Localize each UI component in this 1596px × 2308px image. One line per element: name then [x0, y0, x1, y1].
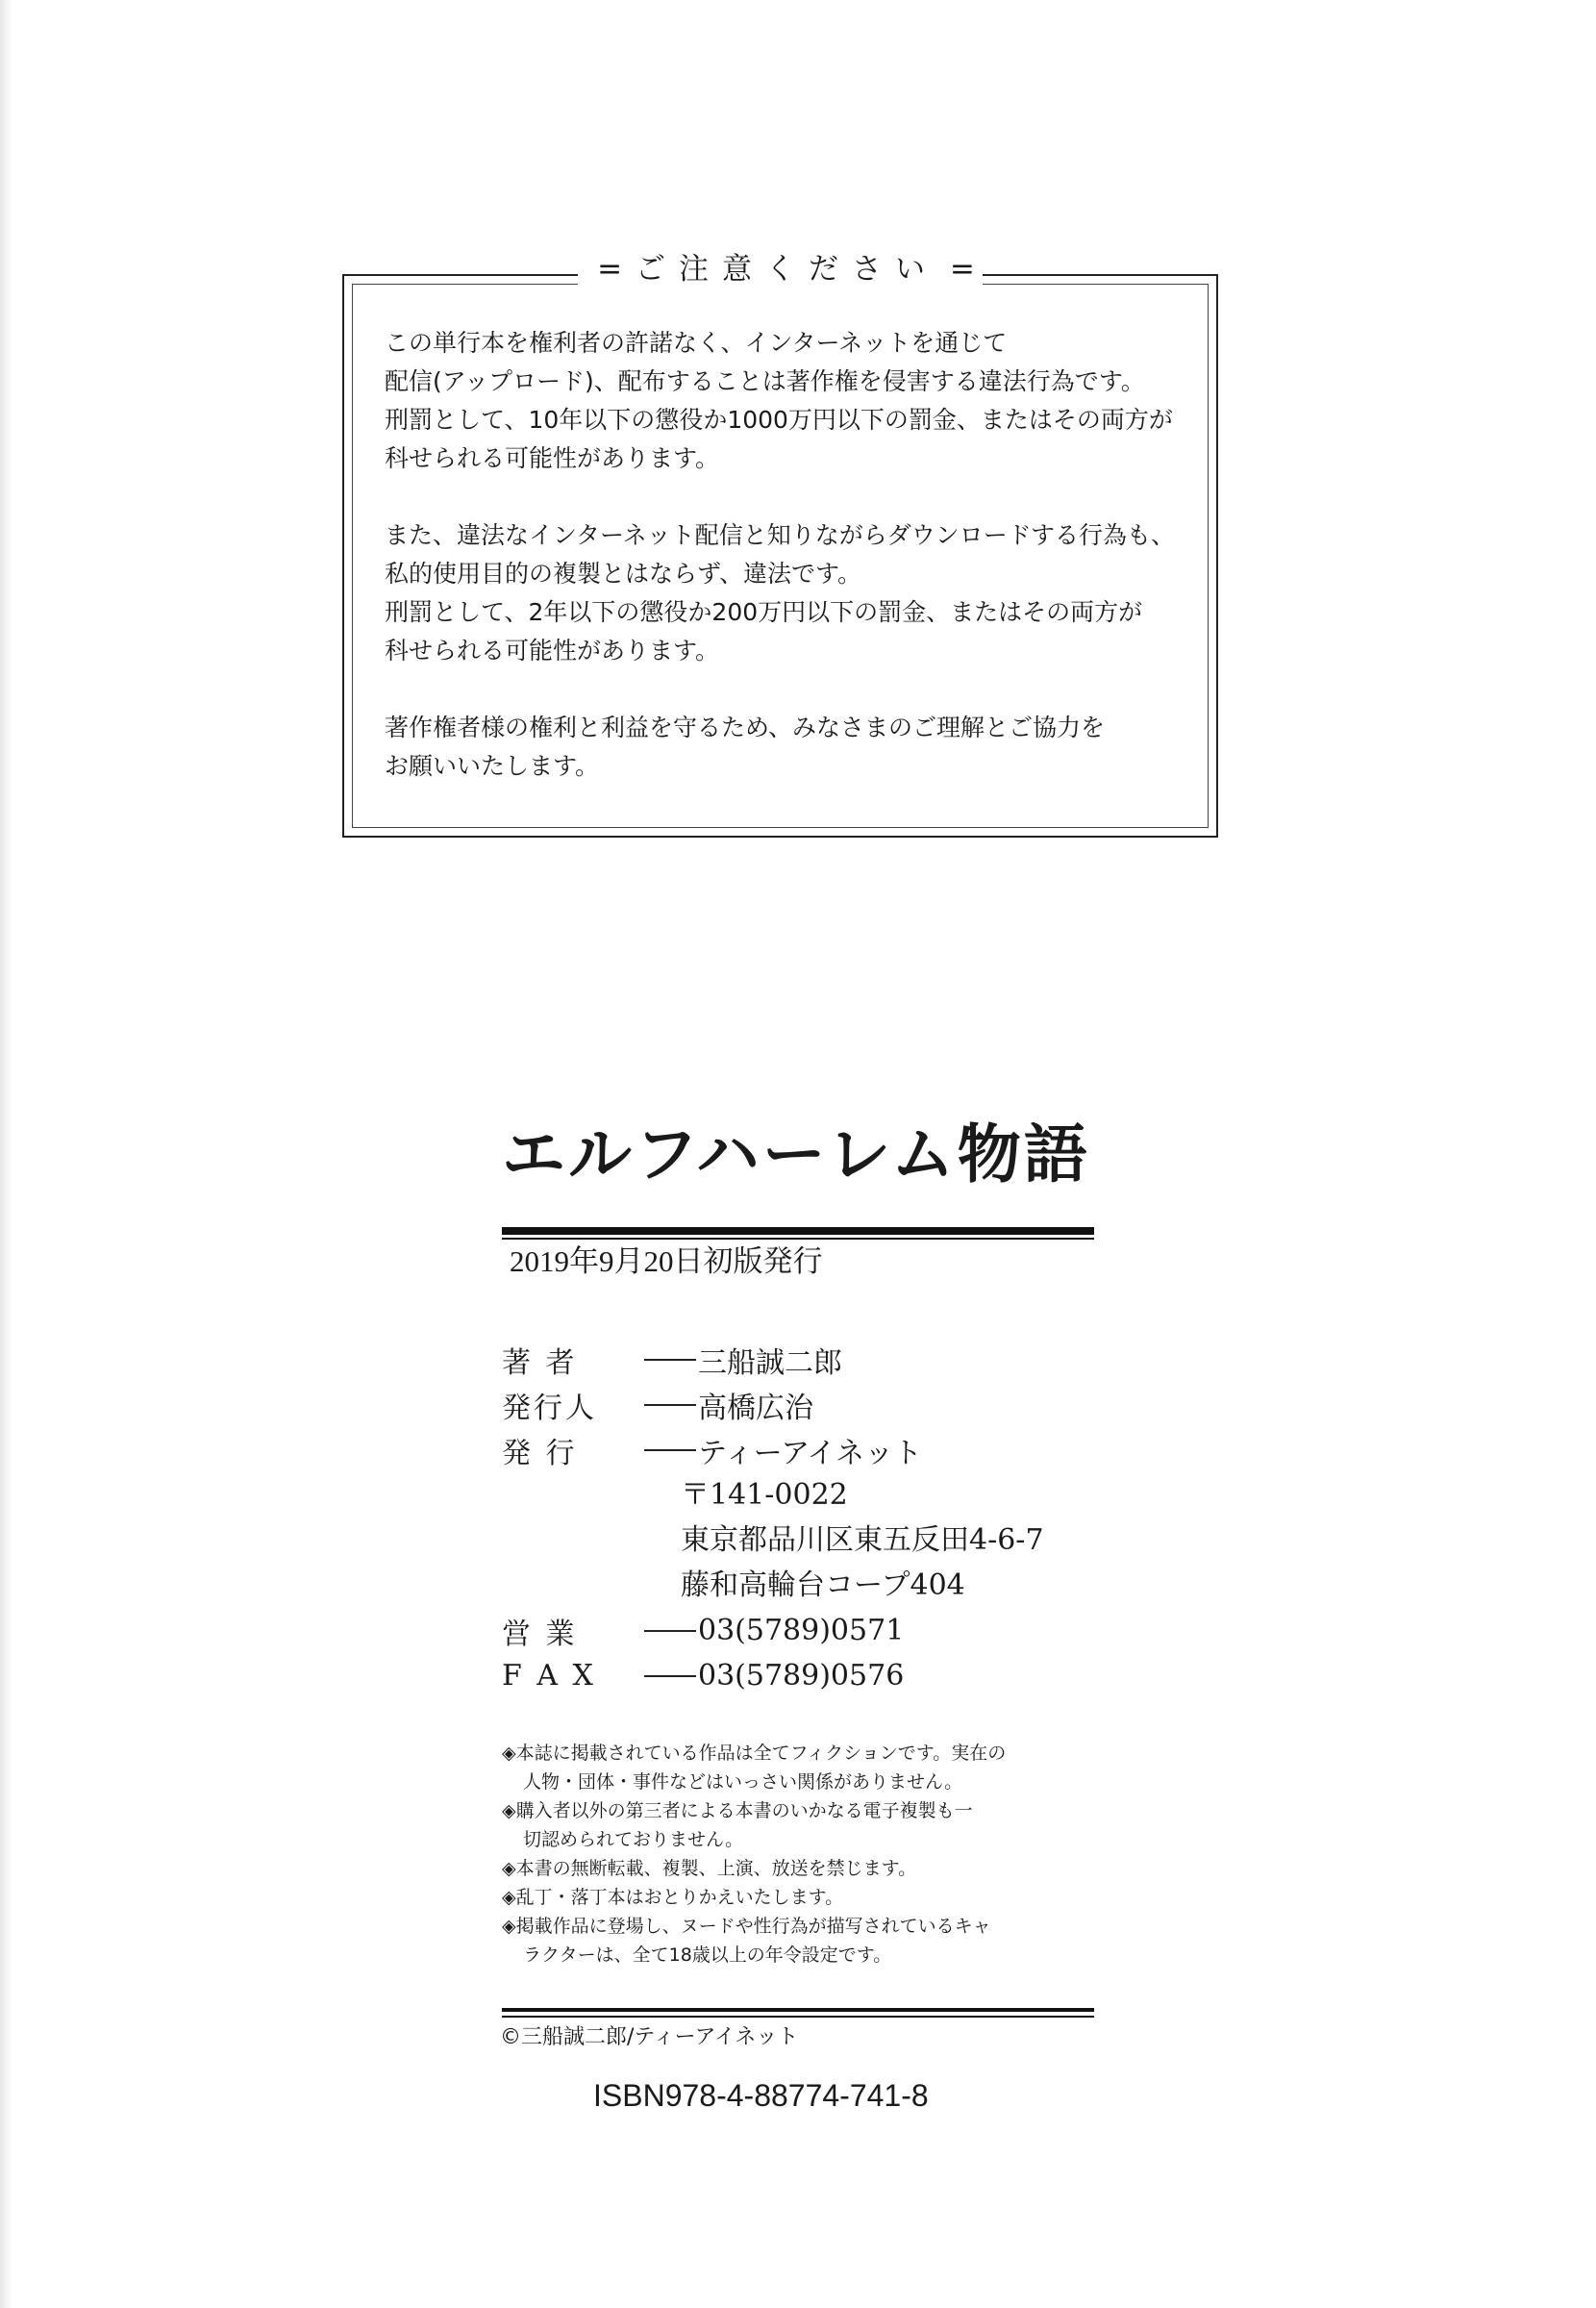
dash [644, 1449, 696, 1451]
note-line: 人物・団体・事件などはいっさい関係がありません。 [523, 1771, 963, 1793]
notice-paragraph-1 [385, 324, 1197, 478]
credit-label: 発 行 [502, 1436, 578, 1470]
credits [502, 1337, 1044, 1698]
notice-line: お願いいたします。 [385, 752, 600, 780]
notice-line: 私的使用目的の複製とはならず、違法です。 [385, 560, 862, 588]
bottom-rule-thick [502, 2008, 1094, 2012]
credit-value: 三船誠二郎 [698, 1345, 842, 1380]
notice-line: また、違法なインターネット配信と知りながらダウンロードする行為も、 [385, 521, 1176, 549]
note-reproduction [502, 1854, 1040, 1883]
page-edge [0, 0, 13, 2308]
address-line: 東京都品川区東五反田4-6-7 [681, 1523, 1044, 1557]
notice-title-text: = ご注意ください = [578, 252, 983, 287]
notice-line: 著作権者様の権利と利益を守るため、みなさまのご理解とご協力を [385, 714, 1106, 741]
credit-publisher [502, 1382, 1044, 1427]
credit-value: ティーアイネット [698, 1436, 923, 1470]
notice-body [385, 324, 1197, 824]
copyright: ©三船誠二郎/ティーアイネット [500, 2025, 799, 2049]
note-line: ◈乱丁・落丁本はおとりかえいたします。 [502, 1887, 844, 1908]
note-defective [502, 1883, 1040, 1912]
title-rule-thick [502, 1227, 1094, 1235]
notice-box [342, 252, 1218, 838]
credit-label: 発行人 [502, 1391, 597, 1425]
note-line: ◈本誌に掲載されている作品は全てフィクションです。実在の [502, 1743, 1007, 1764]
note-line: ◈本書の無断転載、複製、上演、放送を禁じます。 [502, 1858, 917, 1879]
notice-line: 科せられる可能性があります。 [385, 637, 720, 665]
notice-title [344, 252, 1216, 287]
book-title: エルフハーレム物語 [502, 1116, 1090, 1192]
credit-sales [502, 1608, 1044, 1653]
bottom-rule-thin [502, 2016, 1094, 2018]
credit-label: 著 者 [502, 1345, 578, 1380]
dash [644, 1675, 696, 1677]
credit-label: 営 業 [502, 1617, 578, 1651]
credit-label: F A X [502, 1659, 596, 1693]
note-line: 切認められておりません。 [523, 1829, 744, 1850]
dash [644, 1630, 696, 1632]
note-digital-copy [502, 1796, 1040, 1854]
notice-paragraph-3 [385, 709, 1197, 786]
notice-paragraph-2 [385, 516, 1197, 670]
notice-line: 刑罰として、10年以下の懲役か1000万円以下の罰金、またはその両方が [385, 406, 1173, 434]
dash [644, 1404, 696, 1406]
title-rule-thin [502, 1238, 1094, 1240]
notice-line: 科せられる可能性があります。 [385, 444, 720, 472]
note-age [502, 1912, 1040, 1969]
notice-line: この単行本を権利者の許諾なく、インターネットを通じて [385, 329, 1008, 357]
isbn: ISBN978-4-88774-741-8 [593, 2078, 929, 2113]
publication-date: 2019年9月20日初版発行 [510, 1244, 823, 1278]
note-line: ◈購入者以外の第三者による本書のいかなる電子複製も一 [502, 1800, 973, 1821]
credit-value: 03(5789)0571 [698, 1614, 905, 1647]
address-building: 藤和高輪台コープ404 [681, 1568, 965, 1602]
note-fiction [502, 1739, 1040, 1796]
dash [644, 1359, 696, 1361]
address-postal: 〒141-0022 [681, 1478, 848, 1512]
credit-fax [502, 1653, 1044, 1698]
notice-line: 刑罰として、2年以下の懲役か200万円以下の罰金、またはその両方が [385, 598, 1143, 626]
legal-notes [502, 1739, 1040, 1969]
credit-author [502, 1337, 1044, 1382]
note-line: ◈掲載作品に登場し、ヌードや性行為が描写されているキャ [502, 1916, 991, 1937]
credit-value: 高橋広治 [698, 1391, 813, 1425]
credit-issuer [502, 1427, 1044, 1472]
credit-value: 03(5789)0576 [698, 1659, 905, 1693]
notice-line: 配信(アップロード)、配布することは著作権を侵害する違法行為です。 [385, 367, 1145, 395]
note-line: ラクターは、全て18歳以上の年令設定です。 [523, 1944, 892, 1966]
